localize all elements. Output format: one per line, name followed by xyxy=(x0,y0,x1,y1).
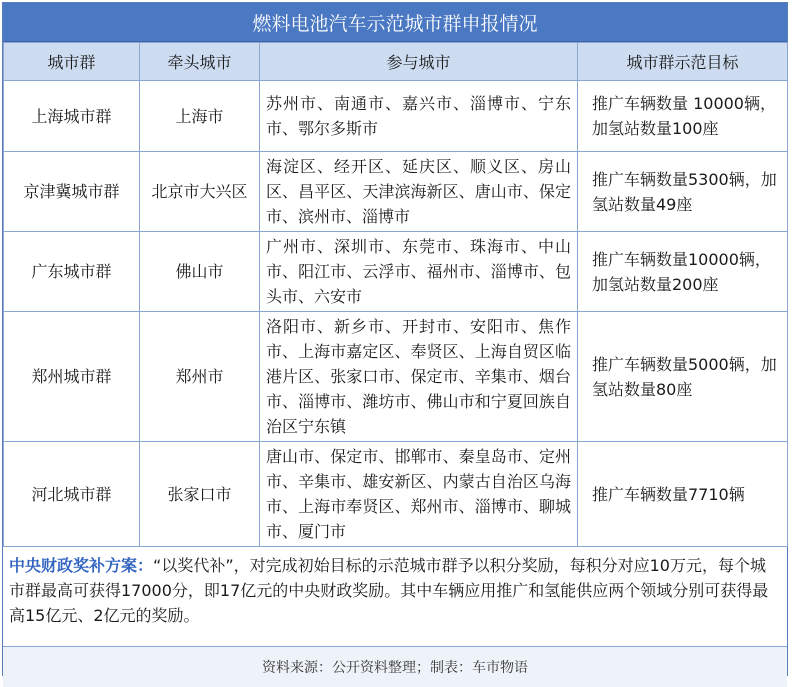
table-row xyxy=(4,312,788,442)
demo-target: 推广车辆数量5000辆，加氢站数量80座 xyxy=(578,312,788,442)
header-participating-cities: 参与城市 xyxy=(260,43,578,81)
subsidy-note xyxy=(3,547,787,647)
city-cluster-table xyxy=(3,42,788,547)
subsidy-note-separator: ： xyxy=(137,556,154,575)
header-target: 城市群示范目标 xyxy=(578,43,788,81)
cluster-name: 上海城市群 xyxy=(4,81,140,152)
header-row xyxy=(4,43,788,81)
subsidy-note-label: 中央财政奖补方案 xyxy=(9,556,138,575)
table-title: 燃料电池汽车示范城市群申报情况 xyxy=(3,3,787,42)
demo-target: 推广车辆数量10000辆，加氢站数量200座 xyxy=(578,232,788,312)
participating-cities: 海淀区、经开区、延庆区、顺义区、房山区、昌平区、天津滨海新区、唐山市、保定市、滨州市、淄博市 xyxy=(260,152,578,232)
table-row xyxy=(4,232,788,312)
lead-city: 郑州市 xyxy=(140,312,260,442)
cluster-name: 京津冀城市群 xyxy=(4,152,140,232)
participating-cities: 唐山市、保定市、邯郸市、秦皇岛市、定州市、辛集市、雄安新区、内蒙古自治区乌海市、上海市奉贤区、郑州市、淄博市、聊城市、厦门市 xyxy=(260,442,578,547)
demo-target: 推广车辆数量5300辆，加氢站数量49座 xyxy=(578,152,788,232)
lead-city: 北京市大兴区 xyxy=(140,152,260,232)
subsidy-note-text: “以奖代补”，对完成初始目标的示范城市群予以积分奖励，每积分对应10万元，每个城市群最高可获得17000分，即17亿元的中央财政奖励。其中车辆应用推广和氢能供应两个领域分别可获得最高15亿元、2亿元的奖励。 xyxy=(9,556,769,625)
header-lead-city: 牵头城市 xyxy=(140,43,260,81)
demo-target: 推广车辆数量 10000辆，加氢站数量100座 xyxy=(578,81,788,152)
header-cluster: 城市群 xyxy=(4,43,140,81)
table-row xyxy=(4,442,788,547)
participating-cities: 洛阳市、新乡市、开封市、安阳市、焦作市、上海市嘉定区、奉贤区、上海自贸区临港片区、张家口市、保定市、辛集市、烟台市、淄博市、潍坊市、佛山市和宁夏回族自治区宁东镇 xyxy=(260,312,578,442)
table-frame xyxy=(2,2,788,676)
lead-city: 佛山市 xyxy=(140,232,260,312)
source-credit: 资料来源：公开资料整理；制表：车市物语 xyxy=(3,647,787,687)
cluster-name: 郑州城市群 xyxy=(4,312,140,442)
table-row xyxy=(4,152,788,232)
participating-cities: 苏州市、南通市、嘉兴市、淄博市、宁东市、鄂尔多斯市 xyxy=(260,81,578,152)
demo-target: 推广车辆数量7710辆 xyxy=(578,442,788,547)
lead-city: 上海市 xyxy=(140,81,260,152)
participating-cities: 广州市、深圳市、东莞市、珠海市、中山市、阳江市、云浮市、福州市、淄博市、包头市、六安市 xyxy=(260,232,578,312)
lead-city: 张家口市 xyxy=(140,442,260,547)
cluster-name: 河北城市群 xyxy=(4,442,140,547)
table-row xyxy=(4,81,788,152)
cluster-name: 广东城市群 xyxy=(4,232,140,312)
